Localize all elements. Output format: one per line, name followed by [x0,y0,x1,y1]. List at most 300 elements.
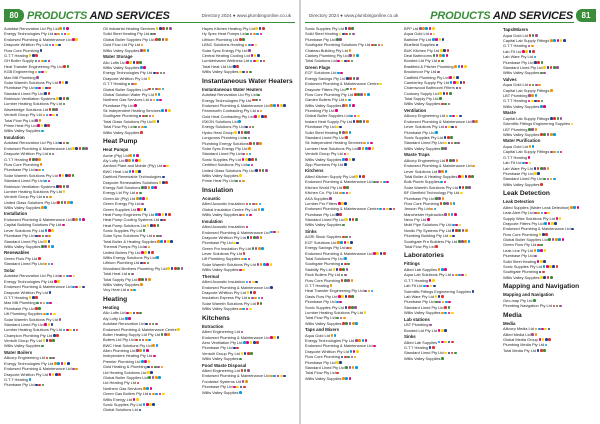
region-dot-icon [162,27,165,30]
region-dot-icon [246,281,249,284]
region-dot-icon [547,66,550,69]
region-dot-icon [132,159,135,162]
company-name: Charmwood Bathroom Fitters [404,85,455,91]
region-dot-icon [35,235,38,238]
region-dot-icon [435,197,438,200]
region-dot-icon [545,233,548,236]
region-dot-icon [137,208,140,211]
region-dot-icon [368,290,371,293]
category-heading: Heating [103,295,128,303]
region-dot-icon [534,212,537,215]
region-dot-icon [43,339,46,342]
company-name: G.T.T Heating [404,344,428,350]
company-name: BPP Ltd [404,26,419,31]
region-dot-icon [531,333,534,336]
company-name: Deal Bathrooms [404,52,432,58]
region-dot-icon [445,170,448,173]
region-dot-icon [433,285,436,288]
region-dot-icon [550,276,553,279]
company-name: Endorsed Plumbing & Maintenance Ltd [202,373,270,379]
region-dot-icon [181,267,184,270]
region-dot-icon [163,72,166,75]
region-dot-icon [167,240,170,243]
region-dot-icon [538,328,541,331]
region-dot-icon [155,38,158,41]
region-dot-icon [139,312,142,315]
region-dot-icon [374,44,377,47]
region-dot-icon [73,275,76,278]
region-dot-icon [170,240,173,243]
region-dot-icon [540,183,543,186]
region-dot-icon [341,295,344,298]
region-dot-icon [371,290,374,293]
region-dot-icon [75,368,78,371]
region-dot-icon [139,349,142,352]
company-name: Prime Heat Pty Ltd [202,178,235,184]
company-name: Sonic Supplies Pty Ltd [202,156,241,162]
region-dot-icon [555,238,558,241]
region-dot-icon [350,88,353,91]
region-dot-icon [444,136,447,139]
company-name: ECF Solutions Ltd [305,70,337,76]
region-dot-icon [351,60,354,63]
company-name: Brookmoor Pty Ltd [404,69,437,75]
region-dot-icon [376,252,379,255]
left-section-title [27,10,170,22]
region-dot-icon [66,27,69,30]
company-name: Gold Flow Ltd Pty Ltd [103,42,141,48]
region-dot-icon [442,38,445,41]
region-dot-icon [151,251,154,254]
directory-entry [404,328,498,333]
region-dot-icon [362,147,365,150]
region-dot-icon [553,305,556,308]
region-dot-icon [64,362,67,365]
region-dot-icon [140,49,143,52]
company-name: Allied Engineering Ltd [202,329,240,335]
region-dot-icon [534,100,537,103]
region-dot-icon [342,104,345,107]
region-dot-icon [368,147,371,150]
directory-entry [404,101,498,106]
company-name: Allen Plumbing Ltd [103,348,136,354]
company-name: Total Flow Pty Ltd [305,315,336,321]
region-dot-icon [156,256,159,259]
region-dot-icon [349,192,352,195]
region-dot-icon [354,115,357,118]
region-dot-icon [353,77,356,80]
region-dot-icon [35,54,38,57]
right-header-rule [305,22,574,23]
company-name: Allied Acoustic Insulation [202,279,245,285]
region-dot-icon [379,208,382,211]
region-dot-icon [139,192,142,195]
company-name: Hy Spec Heat Pumps Ltd [202,31,246,37]
company-name: Plumbase Pty Ltd [4,305,35,311]
region-dot-icon [349,377,352,380]
region-dot-icon [547,178,550,181]
region-dot-icon [538,84,541,87]
region-dot-icon [372,147,375,150]
right-section-title [430,10,573,22]
company-name: Acme (Pty) Ltd [103,152,129,158]
region-dot-icon [346,88,349,91]
company-name: Endorsed Plumbing & Maintenance Ltd [202,334,270,340]
region-dot-icon [339,126,342,129]
region-dot-icon [342,322,345,325]
region-dot-icon [344,60,347,63]
region-dot-icon [553,117,556,120]
company-name: Aqua Gold Ltd [503,32,528,38]
region-dot-icon [340,72,343,75]
region-dot-icon [383,252,386,255]
subcategory-heading: Mapping and Navigation [503,292,554,298]
region-dot-icon [41,60,44,63]
company-name: Stability Pty Ltd [305,266,332,272]
region-dot-icon [150,371,153,374]
company-name: Capital Building Solutions Pty Ltd [4,222,62,228]
region-dot-icon [449,92,452,95]
region-dot-icon [450,81,453,84]
region-dot-icon [261,247,264,250]
region-dot-icon [540,249,543,252]
company-name: Capital Lab Supply Fittings [503,87,550,93]
region-dot-icon [348,27,351,30]
region-dot-icon [441,357,444,360]
region-dot-icon [342,33,345,36]
region-dot-icon [352,33,355,36]
region-dot-icon [336,317,339,320]
region-dot-icon [349,158,352,161]
region-dot-icon [243,252,246,255]
region-dot-icon [348,99,351,102]
region-dot-icon [450,202,453,205]
region-dot-icon [134,83,137,86]
region-dot-icon [44,240,47,243]
region-dot-icon [143,66,146,69]
company-name: Solid Steel Heating Pty Ltd [103,31,150,37]
region-dot-icon [463,81,466,84]
directory-entry [202,267,296,272]
region-dot-icon [351,356,354,359]
region-dot-icon [41,206,44,209]
company-name: Plumbase Pty Ltd [503,253,534,259]
company-name: Kitchen World Pty Ltd [305,184,343,190]
region-dot-icon [350,115,353,118]
region-dot-icon [252,126,255,129]
region-dot-icon [42,87,45,90]
region-dot-icon [244,137,247,140]
company-name: Chateau Building Pty Ltd [305,47,348,53]
region-dot-icon [448,341,451,344]
region-dot-icon [551,222,554,225]
region-dot-icon [537,260,540,263]
region-dot-icon [558,238,561,241]
region-dot-icon [570,206,573,209]
region-dot-icon [144,186,147,189]
region-dot-icon [36,76,39,79]
region-dot-icon [148,251,151,254]
company-name: Global Solutions Ltd [103,407,138,413]
region-dot-icon [438,295,441,298]
region-dot-icon [339,301,342,304]
region-dot-icon [557,39,560,42]
region-dot-icon [144,126,147,129]
company-name: Cooksey Supply Ltd [404,90,439,96]
region-dot-icon [139,409,142,412]
region-dot-icon [430,285,433,288]
region-dot-icon [462,186,465,189]
region-dot-icon [35,87,38,90]
company-name: Standard Lined Pty Ltd [4,238,44,244]
region-dot-icon [234,131,237,134]
region-dot-icon [537,249,540,252]
region-dot-icon [167,333,170,336]
region-dot-icon [147,49,150,52]
region-dot-icon [35,60,38,63]
region-dot-icon [57,362,60,365]
company-name: Boilers Ltd Pty Ltd [103,337,135,343]
category-heading: Media [503,311,522,319]
region-dot-icon [43,313,46,316]
region-dot-icon [148,88,151,91]
region-dot-icon [140,66,143,69]
company-name: Lab Ware Pty Ltd [503,54,533,60]
region-dot-icon [155,376,158,379]
region-dot-icon [461,65,464,68]
region-dot-icon [362,339,365,342]
region-dot-icon [345,236,348,239]
region-dot-icon [448,306,451,309]
region-dot-icon [254,115,257,118]
region-dot-icon [258,247,261,250]
directory-entry [4,261,98,266]
region-dot-icon [449,76,452,79]
left-page [0,0,299,424]
region-dot-icon [163,219,166,222]
company-name: Flow Core Plumbing [305,354,341,360]
subcategory-heading: Sinks [404,333,416,339]
region-dot-icon [542,338,545,341]
region-dot-icon [340,317,343,320]
company-name: Draycote Whittlon Pty Ltd [4,151,48,157]
region-dot-icon [153,99,156,102]
region-dot-icon [249,71,252,74]
region-dot-icon [29,54,32,57]
company-name: Global Boiler Supplies Ltd [305,113,350,119]
region-dot-icon [146,403,149,406]
region-dot-icon [35,119,38,122]
region-dot-icon [452,159,455,162]
region-dot-icon [548,328,551,331]
region-dot-icon [161,366,164,369]
region-dot-icon [75,147,78,150]
region-dot-icon [537,349,540,352]
region-dot-icon [334,334,337,337]
company-name: Allicorp Engineering Ltd [404,157,446,163]
region-dot-icon [444,103,447,106]
region-dot-icon [556,66,559,69]
region-dot-icon [253,142,256,145]
company-name: Total Supply Pty Ltd [404,96,439,102]
region-dot-icon [29,158,32,161]
region-dot-icon [153,235,156,238]
company-name: Cadfield Plumbing Pty Ltd [404,74,449,80]
company-name: Southgate Plumbing [305,261,341,267]
region-dot-icon [41,71,44,74]
company-name: AGRI Stock Supplies [305,234,342,240]
region-dot-icon [165,181,168,184]
region-dot-icon [133,61,136,64]
region-dot-icon [446,159,449,162]
company-name: Rock Boilers Pty Ltd [305,272,341,278]
company-name: Allicorp Media Ltd [503,326,534,332]
region-dot-icon [41,124,44,127]
region-dot-icon [255,99,258,102]
region-dot-icon [48,92,51,95]
category-heading: Mapping and Navigation [503,283,580,291]
region-dot-icon [48,229,51,232]
region-dot-icon [53,313,56,316]
directory-entry [503,348,597,353]
region-dot-icon [35,384,38,387]
company-name: Endorsed Plumbing & Maintenance Ltd [305,343,373,349]
region-dot-icon [248,297,251,300]
region-dot-icon [350,350,353,353]
region-dot-icon [537,172,540,175]
company-name: Lift Plumbing Supplies [4,311,43,317]
company-name: G.T.T Heating [503,154,527,160]
region-dot-icon [347,60,350,63]
region-dot-icon [438,329,441,332]
region-dot-icon [140,262,143,265]
company-name: Willis Valley Supplies [305,375,342,381]
company-name: Allied Supplies (Water Leak Detection) [503,204,570,210]
region-dot-icon [556,305,559,308]
region-dot-icon [79,218,82,221]
region-dot-icon [155,213,158,216]
company-name: Bonded Ltd Pty Ltd [404,327,438,333]
region-dot-icon [48,323,51,326]
directory-entry [305,58,399,63]
region-dot-icon [437,71,440,74]
region-dot-icon [261,208,264,211]
region-dot-icon [345,99,348,102]
company-name: Oil Industrial Heating Services [103,26,156,31]
region-dot-icon [52,114,55,117]
region-dot-icon [250,352,253,355]
region-dot-icon [540,72,543,75]
region-dot-icon [44,263,47,266]
region-dot-icon [443,202,446,205]
region-dot-icon [270,104,273,107]
company-name: Lab Fit Ltd [503,48,522,54]
left-header-url: Directory 2024 ● www.plumbingonline.co.uk [201,13,291,18]
region-dot-icon [367,142,370,145]
region-dot-icon [534,167,537,170]
company-name: Ashford Plant and Mobile (Pty) Ltd [103,163,163,169]
region-dot-icon [59,275,62,278]
region-dot-icon [148,186,151,189]
region-dot-icon [451,341,454,344]
region-dot-icon [339,38,342,41]
company-name: Jenson Pty Ltd [404,206,430,212]
region-dot-icon [46,302,49,305]
region-dot-icon [150,224,153,227]
region-dot-icon [273,104,276,107]
company-name: Willis Valley Supplies [4,205,41,211]
region-dot-icon [544,249,547,252]
region-dot-icon [244,258,247,261]
region-dot-icon [454,352,457,355]
region-dot-icon [529,34,532,37]
region-dot-icon [249,203,252,206]
company-name: Solar Sync Energy Pty Ltd [202,47,248,53]
region-dot-icon [346,192,349,195]
company-name: Willis Valley Supplies [305,222,342,228]
company-name: Green Flow Pty Ltd [4,256,38,262]
region-dot-icon [454,65,457,68]
region-dot-icon [255,27,258,30]
region-dot-icon [427,218,430,221]
region-dot-icon [448,312,451,315]
region-dot-icon [164,240,167,243]
region-dot-icon [246,226,249,229]
company-name: Willis Valley Supplies [503,70,540,76]
company-name: Willis Valley Supplies [4,128,41,134]
company-name: Willis Valley Supplies [503,103,540,109]
region-dot-icon [445,301,448,304]
region-dot-icon [135,159,138,162]
company-name: Willis Valley Supplies [404,101,441,107]
region-dot-icon [550,117,553,120]
region-dot-icon [444,341,447,344]
company-name: Solid Steel Heating [305,129,339,135]
directory-entry [503,70,597,75]
region-dot-icon [79,286,82,289]
directory-entry [404,146,498,151]
region-dot-icon [560,39,563,42]
region-dot-icon [149,115,152,118]
region-dot-icon [136,192,139,195]
region-dot-icon [249,153,252,156]
region-dot-icon [548,222,551,225]
company-name: Green Flow Pty Ltd [503,242,537,248]
region-dot-icon [329,197,332,200]
region-dot-icon [55,373,58,376]
region-dot-icon [441,268,444,271]
region-dot-icon [63,103,66,106]
company-name: Willis Energy Ltd [103,396,132,402]
region-dot-icon [353,350,356,353]
region-dot-icon [539,233,542,236]
region-dot-icon [257,94,260,97]
region-dot-icon [48,60,51,63]
region-dot-icon [256,236,259,239]
region-dot-icon [364,93,367,96]
company-name: Willis Valley Supplies [103,64,140,70]
company-name: Plumbase Pty Ltd [404,299,435,305]
region-dot-icon [345,306,348,309]
region-dot-icon [528,45,531,48]
region-dot-icon [262,27,265,30]
company-name: Standard Lined Pty Ltd [503,64,543,70]
region-dot-icon [156,72,159,75]
region-dot-icon [273,231,276,234]
company-name: Global Boiler Supplies Ltd [503,237,548,243]
region-dot-icon [162,181,165,184]
company-name: LBT Plumbing [503,93,528,99]
